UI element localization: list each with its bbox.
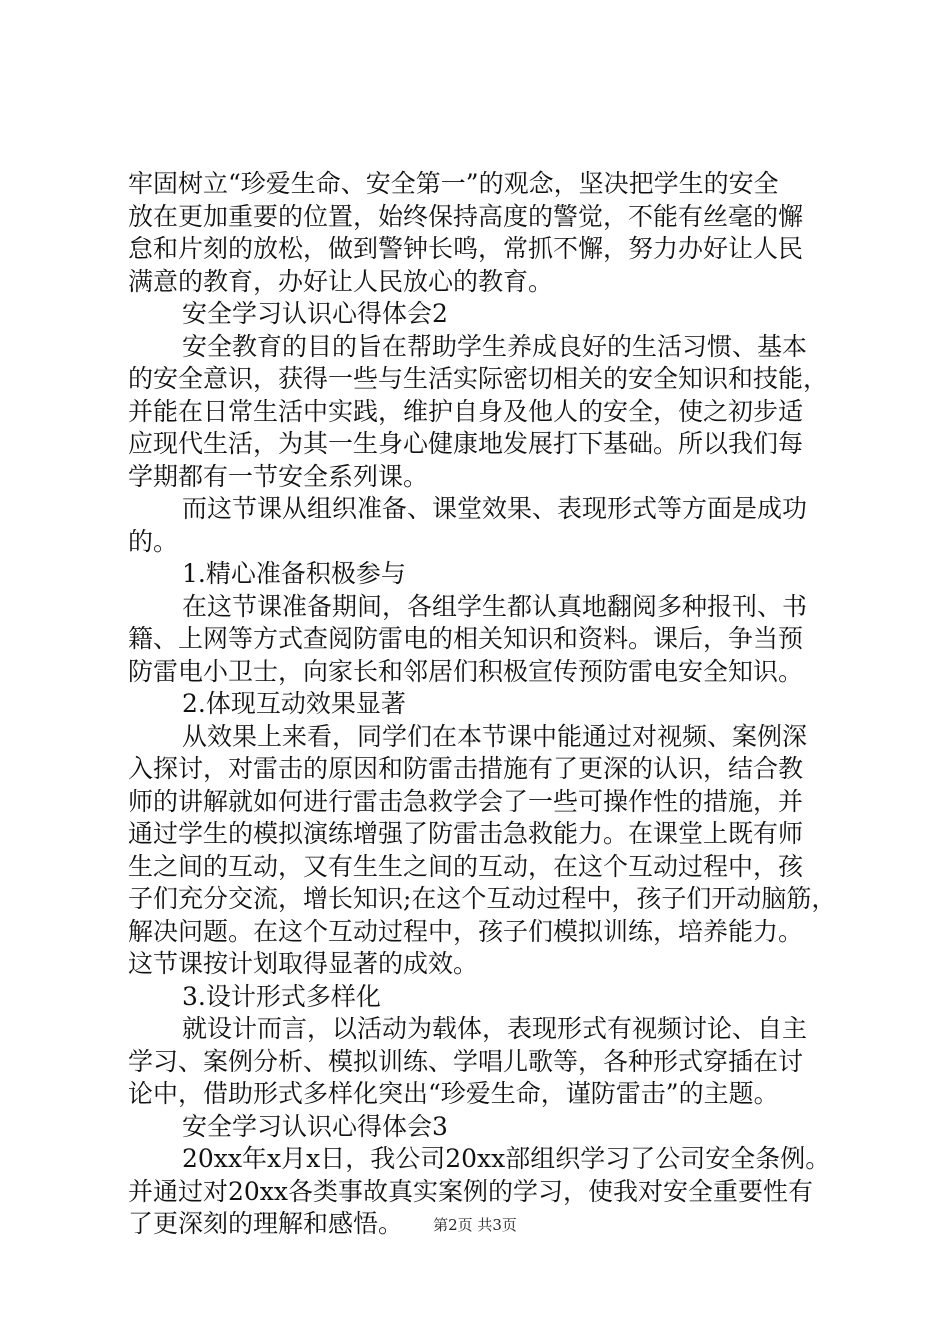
text-line: 放在更加重要的位置，始终保持高度的警觉，不能有丝毫的懈 bbox=[128, 201, 804, 231]
text-line: 安全教育的目的旨在帮助学生养成良好的生活习惯、基本 bbox=[182, 331, 808, 361]
document-body bbox=[128, 168, 840, 1241]
page-number: 第2页 共3页 bbox=[433, 1216, 517, 1234]
text-line: 的安全意识，获得一些与生活实际密切相关的安全知识和技能， bbox=[128, 364, 829, 393]
text-line: 应现代生活，为其一生身心健康地发展打下基础。所以我们每 bbox=[128, 429, 804, 458]
text-line: 并通过对20xx各类事故真实案例的学习，使我对安全重要性有 bbox=[128, 1176, 814, 1206]
text-line: 通过学生的模拟演练增强了防雷击急救能力。在课堂上既有师 bbox=[128, 819, 804, 848]
text-line: 防雷电小卫士，向家长和邻居们积极宣传预防雷电安全知识。 bbox=[128, 656, 804, 686]
text-line: 籍、上网等方式查阅防雷电的相关知识和资料。课后，争当预 bbox=[128, 624, 804, 653]
text-line: 在这节课准备期间，各组学生都认真地翻阅多种报刊、书 bbox=[182, 591, 808, 621]
text-line: 1.精心准备积极参与 bbox=[182, 559, 406, 588]
text-line: 从效果上来看，同学们在本节课中能通过对视频、案例深 bbox=[182, 721, 808, 751]
text-line: 就设计而言，以活动为载体，表现形式有视频讨论、自主 bbox=[182, 1014, 808, 1043]
text-line: 生之间的互动，又有生生之间的互动，在这个互动过程中，孩 bbox=[128, 851, 804, 881]
text-line: 入探讨，对雷击的原因和防雷击措施有了更深的认识，结合教 bbox=[128, 754, 804, 783]
text-line: 解决问题。在这个互动过程中，孩子们模拟训练，培养能力。 bbox=[128, 916, 804, 946]
text-line: 牢固树立“珍爱生命、安全第一”的观念，坚决把学生的安全 bbox=[128, 169, 779, 198]
text-line: 而这节课从组织准备、课堂效果、表现形式等方面是成功 bbox=[182, 494, 808, 523]
text-line: 学期都有一节安全系列课。 bbox=[128, 461, 429, 491]
text-line: 子们充分交流，增长知识;在这个互动过程中，孩子们开动脑筋， bbox=[128, 884, 837, 913]
text-line: 并能在日常生活中实践，维护自身及他人的安全，使之初步适 bbox=[128, 396, 804, 426]
text-line: 安全学习认识心得体会3 bbox=[182, 1111, 448, 1141]
text-line: 怠和片刻的放松，做到警钟长鸣，常抓不懈，努力办好让人民 bbox=[128, 234, 804, 263]
text-line: 满意的教育，办好让人民放心的教育。 bbox=[128, 266, 554, 296]
text-line: 这节课按计划取得显著的成效。 bbox=[128, 949, 479, 978]
text-line: 3.设计形式多样化 bbox=[182, 981, 381, 1011]
text-line: 师的讲解就如何进行雷击急救学会了一些可操作性的措施，并 bbox=[128, 786, 804, 816]
text-line: 论中，借助形式多样化突出“珍爱生命，谨防雷击”的主题。 bbox=[128, 1079, 779, 1108]
text-line: 2.体现互动效果显著 bbox=[182, 689, 406, 718]
text-line: 安全学习认识心得体会2 bbox=[182, 299, 448, 328]
text-line: 学习、案例分析、模拟训练、学唱儿歌等，各种形式穿插在讨 bbox=[128, 1046, 804, 1076]
text-line: 了更深刻的理解和感悟。 bbox=[128, 1209, 404, 1238]
page-footer bbox=[0, 1214, 950, 1235]
text-line: 的。 bbox=[128, 526, 179, 556]
text-line: 20xx年x月x日，我公司20xx部组织学习了公司安全条例。 bbox=[182, 1144, 831, 1173]
